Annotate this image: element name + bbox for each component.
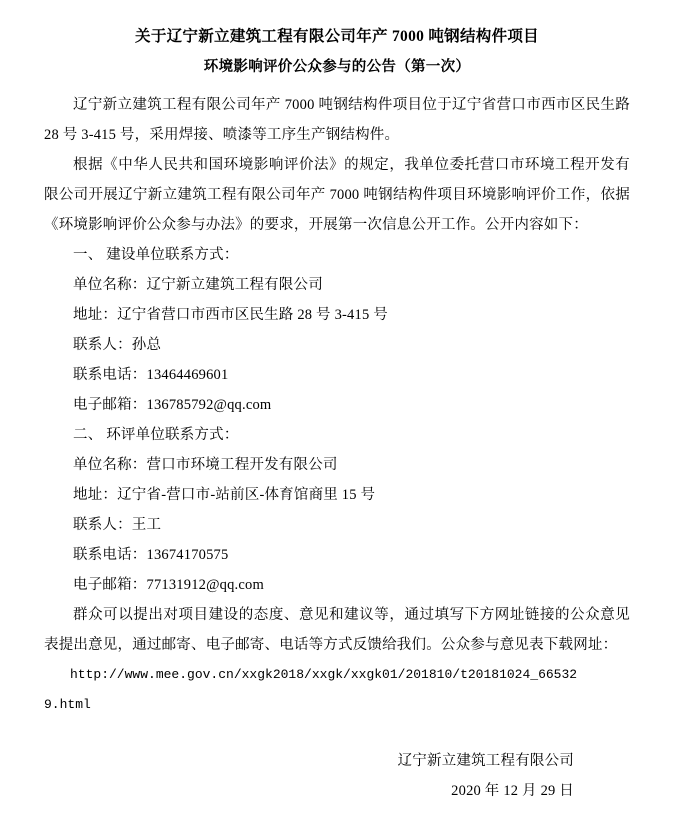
eia-unit-contact-person: 联系人：王工 <box>73 517 162 533</box>
download-url-line2[interactable]: 9.html <box>44 697 91 712</box>
construction-unit-contact-person: 联系人：孙总 <box>73 337 162 353</box>
eia-unit-phone: 联系电话：13674170575 <box>73 547 229 563</box>
construction-unit-email: 电子邮箱：136785792@qq.com <box>73 397 272 413</box>
eia-unit-email: 电子邮箱：77131912@qq.com <box>73 577 264 593</box>
document-body <box>44 90 630 720</box>
document-title-line2: 环境影响评价公众参与的公告（第一次） <box>203 59 471 75</box>
paragraph-public-participation: 群众可以提出对项目建设的态度、意见和建议等，通过填写下方网址链接的公众意见表提出意见，通过邮寄、电子邮寄、电话等方式反馈给我们。公众参与意见表下载网址： <box>44 607 630 653</box>
section-heading-eia-unit: 二、 环评单位联系方式： <box>73 427 239 443</box>
eia-unit-address: 地址：辽宁省-营口市-站前区-体育馆商里 15 号 <box>73 487 376 503</box>
construction-unit-address: 地址：辽宁省营口市西市区民生路 28 号 3-415 号 <box>73 307 388 323</box>
signature-date: 2020 年 12 月 29 日 <box>451 783 574 799</box>
paragraph-legal-basis: 根据《中华人民共和国环境影响评价法》的规定，我单位委托营口市环境工程开发有限公司开展辽宁新立建筑工程有限公司年产 7000 吨钢结构件项目环境影响评价工作，依据《环境影响评价公众参与办法》的要求，开展第一次信息公开工作。公开内容如下： <box>44 157 630 233</box>
signature-organization: 辽宁新立建筑工程有限公司 <box>397 753 574 769</box>
construction-unit-name: 单位名称：辽宁新立建筑工程有限公司 <box>73 277 323 293</box>
construction-unit-phone: 联系电话：13464469601 <box>73 367 229 383</box>
download-url-line1[interactable]: http://www.mee.gov.cn/xxgk2018/xxgk/xxgk01/201810/t20181024_66532 <box>70 667 578 682</box>
section-heading-construction-unit: 一、 建设单位联系方式： <box>73 247 239 263</box>
document-title-line1: 关于辽宁新立建筑工程有限公司年产 7000 吨钢结构件项目 <box>135 28 539 45</box>
paragraph-project-intro: 辽宁新立建筑工程有限公司年产 7000 吨钢结构件项目位于辽宁省营口市西市区民生路 28 号 3-415 号，采用焊接、喷漆等工序生产钢结构件。 <box>44 97 630 143</box>
eia-unit-name: 单位名称：营口市环境工程开发有限公司 <box>73 457 338 473</box>
